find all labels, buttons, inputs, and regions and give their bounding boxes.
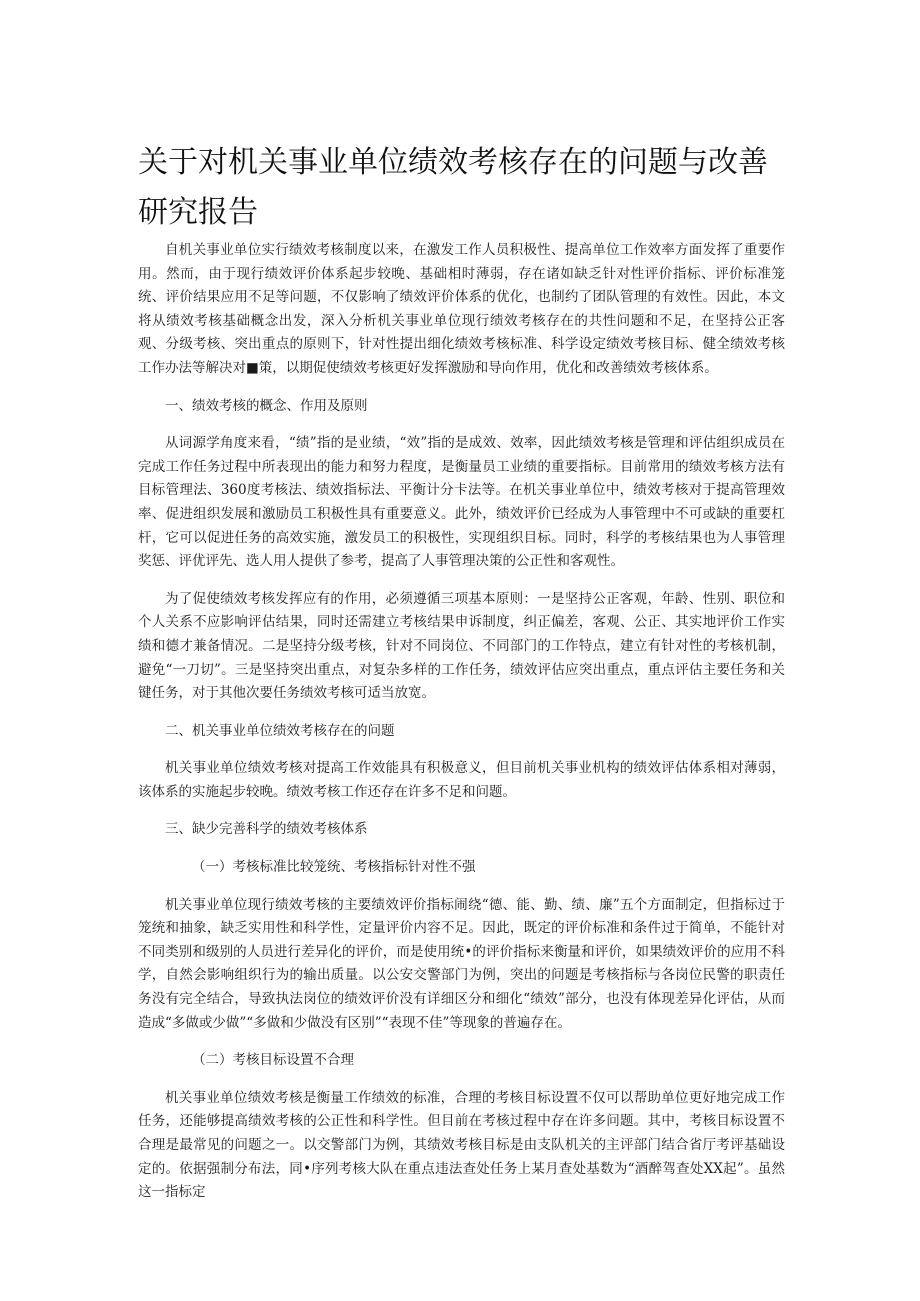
section-heading-3: 三、缺少完善科学的绩效考核体系	[165, 821, 368, 838]
section-heading-2: 二、机关事业单位绩效考核存在的问题	[165, 722, 395, 739]
body-paragraph: 为了促使绩效考核发挥应有的作用，必须遵循三项基本原则：一是坚持公正客观，年龄、性别、职位和个人关系不应影响评估结果，同时还需建立考核结果申诉制度，纠正偏差，客观、公正、其实地评价工作实绩和德才兼备情况。二是坚持分级考核，针对不同岗位、不同部门的工作特点，建立有针对性的考核机制，避免“一刀切”。三是坚持突出重点，对复杂多样的工作任务，绩效评估应突出重点，重点评估主要任务和关键任务，对于其他次要任务绩效考核可适当放宽。	[138, 590, 785, 702]
subsection-heading-1: （一）考核标准比较笼统、考核指标针对性不强	[192, 859, 476, 876]
subsection-heading-2: （二）考核目标设置不合理	[192, 1052, 354, 1069]
body-paragraph: 机关事业单位现行绩效考核的主要绩效评价指标闹绕“德、能、勤、绩、廉”五个方面制定，但指标过于笼统和抽象，缺乏实用性和科学性，定量评价内容不足。因此，既定的评价标准和条件过于简单，不能针对不同类别和级别的人员进行差异化的评价，而是使用统•的评价指标来衡量和评价，如果绩效评价的应用不科学，自然会影响组织行为的输出质量。以公安交警部门为例，突出的问题是考核指标与各岗位民警的职责任务没有完全结合，导致执法岗位的绩效评价没有详细区分和细化“绩效”部分，也没有体现差异化评估，从而造成“多做或少做”“多做和少做没有区别”“表现不佳”等现象的普遍存在。	[138, 896, 785, 1031]
intro-paragraph: 自机关事业单位实行绩效考核制度以来，在激发工作人员积极性、提高单位工作效率方面发挥了重要作用。然而，由于现行绩效评价体系起步较晚、基础相时薄弱，存在诸如缺乏针对性评价指标、评价标准笼统、评价结果应用不足等问题，不仅影响了绩效评价体系的优化，也制约了团队管理的有效性。因此，本文将从绩效考核基础概念出发，深入分析机关事业单位现行绩效考核存在的共性问题和不足，在坚持公正客观、分级考核、突出重点的原则下，针对性提出细化绩效考核标准、科学设定绩效考核目标、健全绩效考核工作办法等解决对■策，以期促使绩效考核更好发挥激励和导向作用，优化和改善绩效考核体系。	[138, 242, 785, 376]
section-heading-1: 一、绩效考核的概念、作用及原则	[165, 397, 368, 414]
document-body	[138, 239, 785, 1219]
body-paragraph: 机关事业单位绩效考核是衡量工作绩效的标准，合理的考核目标设置不仅可以帮助单位更好地完成工作任务，还能够提高绩效考核的公正性和科学性。但目前在考核过程中存在许多问题。其中，考核目标设置不合理是最常见的问题之一。以交警部门为例，其绩效考核目标是由支队机关的主评部门结合省厅考评基础设定的。依据强制分布法，同•序列考核大队在重点违法查处任务上某月查处基数为“酒醉驾查处XX起”。虽然这一指标定	[138, 1089, 785, 1201]
body-paragraph: 机关事业单位绩效考核对提高工作效能具有积极意义，但目前机关事业机构的绩效评估体系相对薄弱，该体系的实施起步较晚。绩效考核工作还存在许多不足和问题。	[138, 760, 785, 800]
body-paragraph: 从词源学角度来看，“绩”指的是业绩，“效”指的是成效、效率，因此绩效考核是管理和评估组织成员在完成工作任务过程中所表现出的能力和努力程度，是衡量员工业绩的重要指标。目前常用的绩效考核方法有目标管理法、360度考核法、绩效指标法、平衡计分卡法等。在机关事业单位中，绩效考核对于提高管理效率、促进组织发展和激励员工积极性具有重要意义。此外，绩效评价已经成为人事管理中不可或缺的重要杠杆，它可以促进任务的高效实施，激发员工的积极性，实现组织目标。同时，科学的考核结果也为人事管理奖惩、评优评先、选人用人提供了参考，提高了人事管理决策的公正性和客观性。	[138, 435, 785, 570]
document-title: 关于对机关事业单位绩效考核存在的问题与改善研究报告	[138, 145, 768, 230]
